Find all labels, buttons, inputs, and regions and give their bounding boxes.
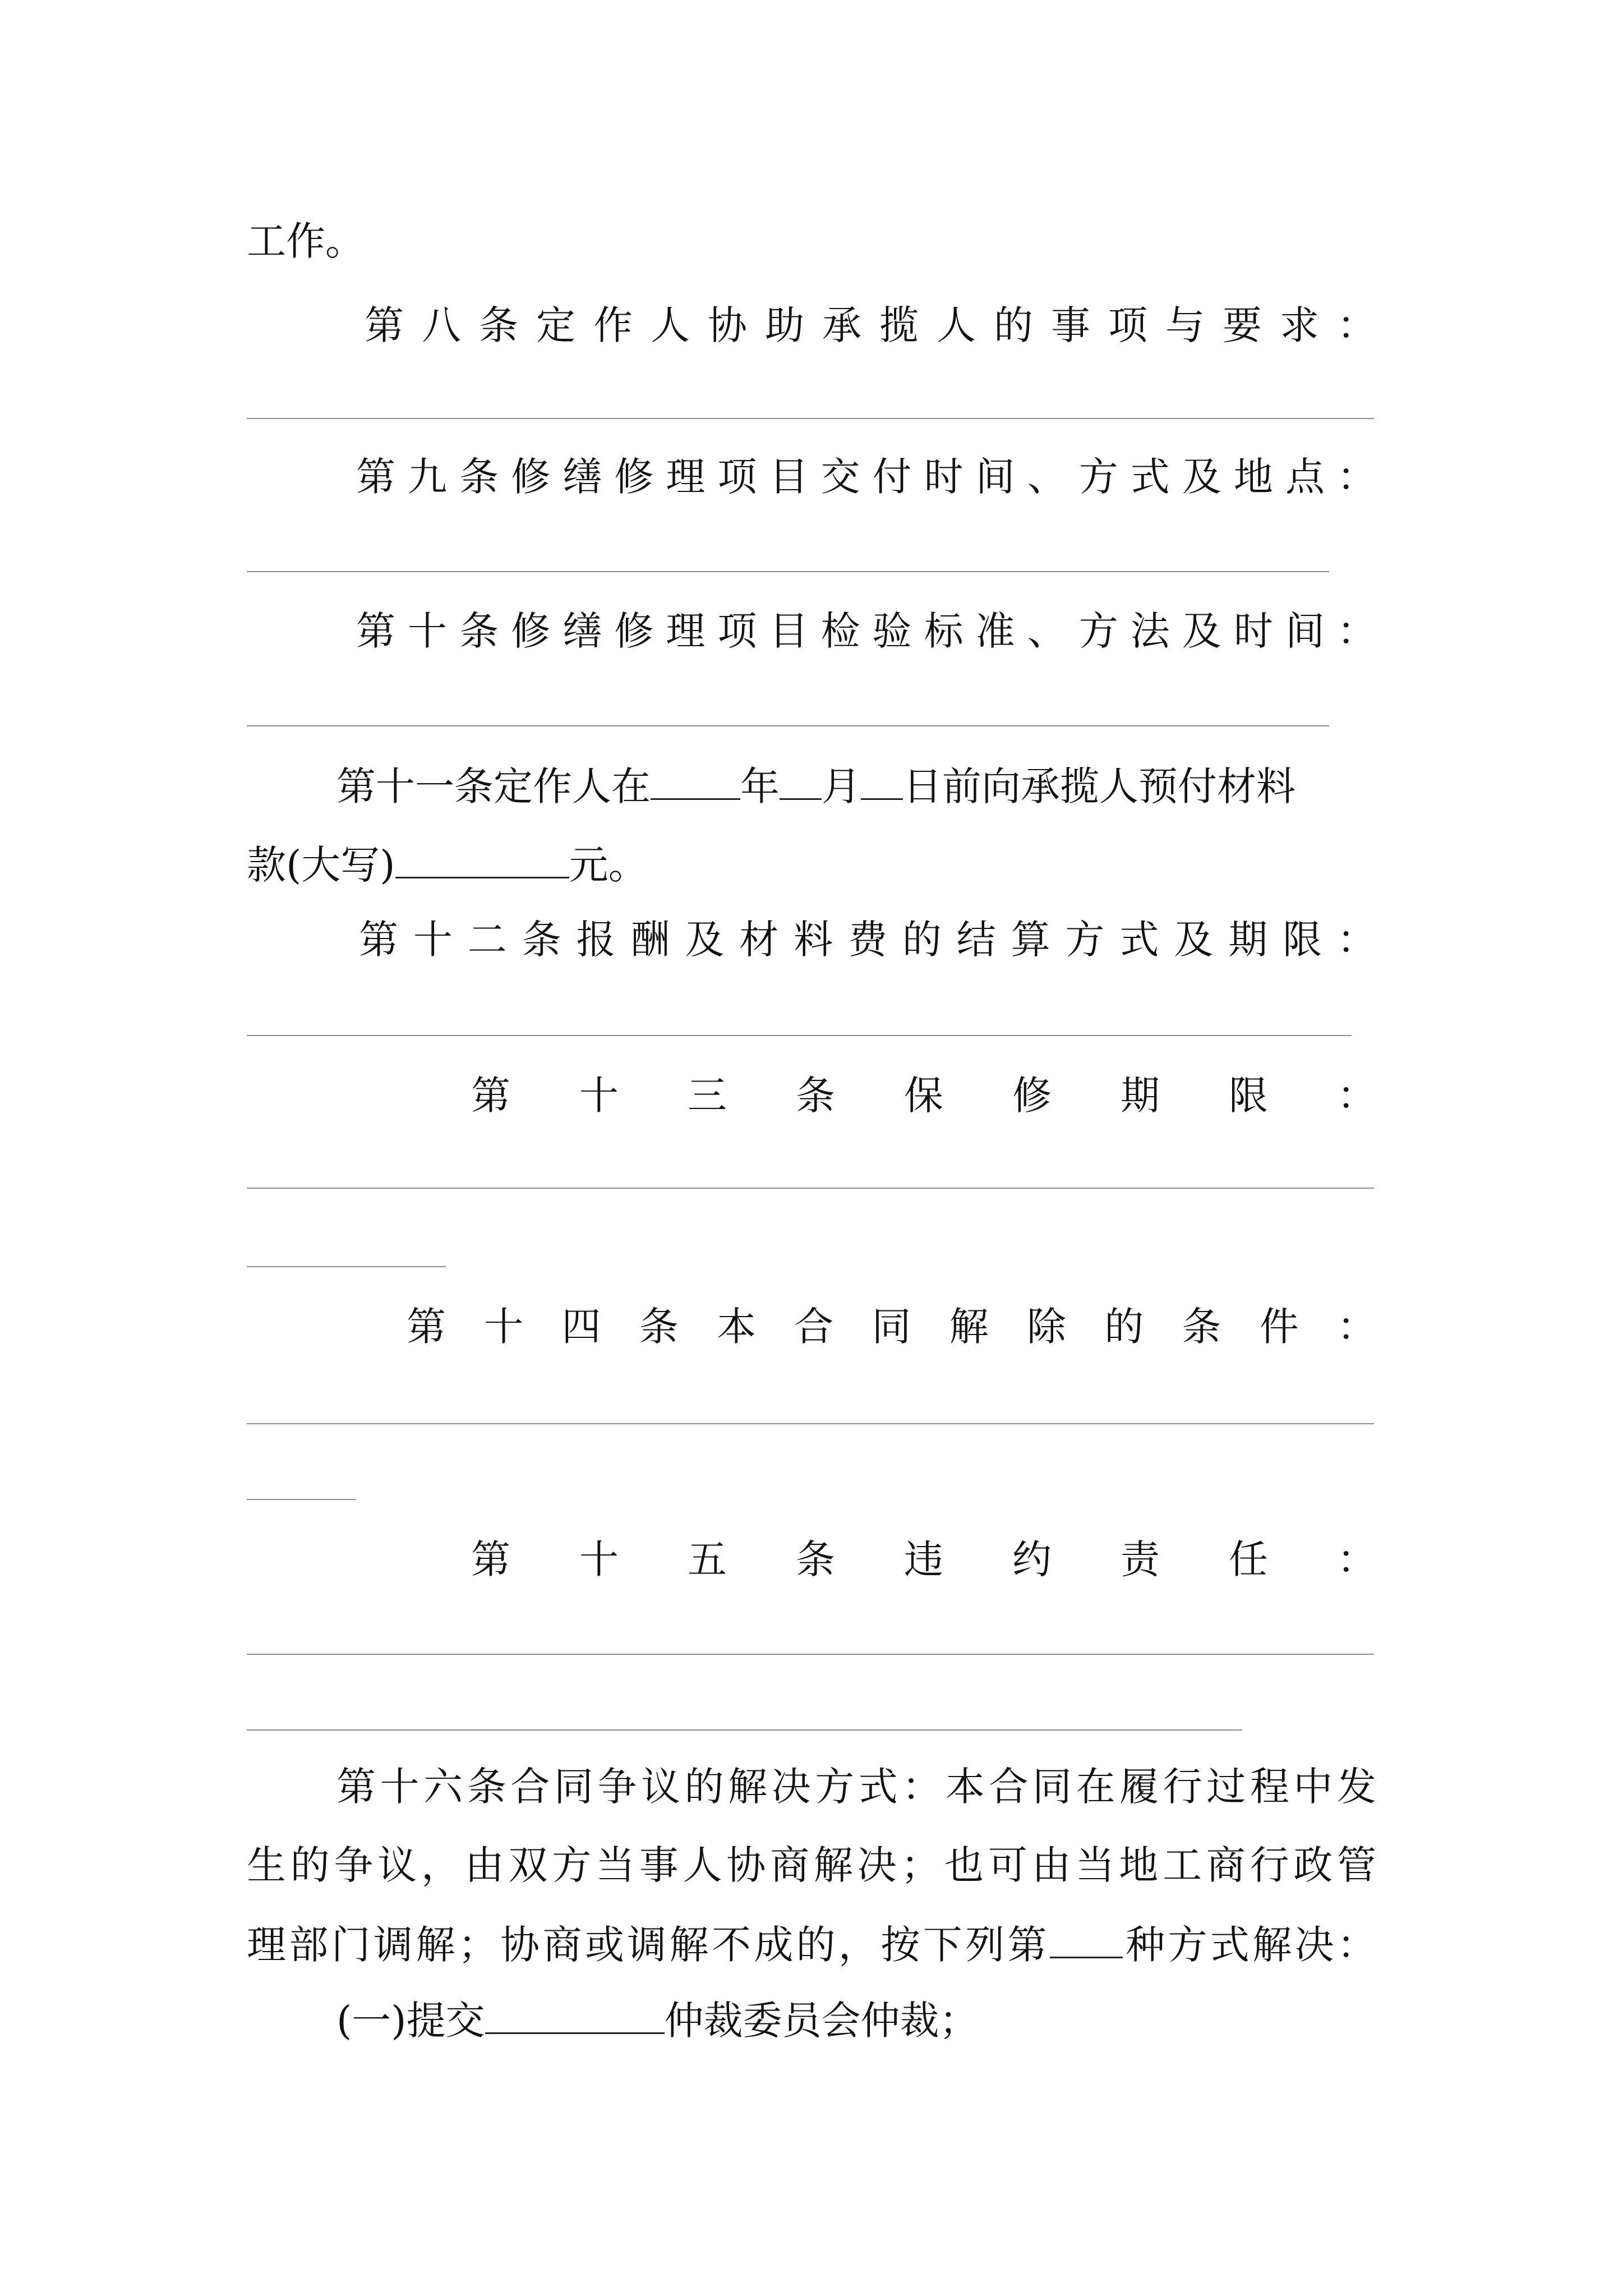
amount-blank	[395, 844, 569, 878]
fill-in-line	[247, 1654, 1374, 1655]
fill-in-line	[247, 1188, 1374, 1189]
article-10-heading: 第十条修缮修理项目检验标准、方法及时间：	[356, 608, 1376, 654]
option-1-line	[336, 1998, 979, 2044]
article-16-line-3	[247, 1922, 1377, 1968]
article-16-text: 理部门调解；协商或调解不成的，按下列第	[247, 1922, 1050, 1968]
fill-in-line	[247, 571, 1329, 572]
article-15-heading: 第十五条违约责任：	[471, 1536, 1376, 1582]
article-11-text: 第十一条定作人在	[336, 763, 651, 809]
article-11-text-cont: 日前向承揽人预付材料	[903, 763, 1295, 809]
month-label: 月	[822, 763, 861, 809]
paragraph-continuation: 工作。	[247, 218, 365, 264]
fill-in-line	[247, 1499, 356, 1500]
fill-in-line	[247, 1423, 1374, 1424]
fill-in-line	[247, 725, 1329, 726]
article-8-heading: 第八条定作人协助承揽人的事项与要求：	[365, 302, 1376, 348]
option-1-label: (一)提交	[336, 1998, 485, 2044]
article-16-text-cont: 种方式解决：	[1122, 1922, 1377, 1968]
year-blank	[651, 766, 740, 800]
arbitration-committee-blank	[485, 2000, 665, 2034]
month-blank	[780, 766, 822, 800]
article-16-line-2: 生的争议，由双方当事人协商解决；也可由当地工商行政管	[247, 1842, 1376, 1888]
amount-label: 款(大写)	[247, 842, 395, 888]
fill-in-line	[247, 418, 1374, 419]
article-11-line-1	[336, 763, 1295, 809]
year-label: 年	[740, 763, 780, 809]
method-number-blank	[1050, 1924, 1123, 1958]
fill-in-line	[247, 1035, 1352, 1036]
article-13-heading: 第十三条保修期限：	[471, 1073, 1376, 1119]
currency-unit: 元。	[569, 842, 648, 888]
fill-in-line	[247, 1266, 446, 1267]
day-blank	[861, 766, 903, 800]
article-11-line-2	[247, 842, 648, 888]
article-9-heading: 第九条修缮修理项目交付时间、方式及地点：	[356, 454, 1376, 500]
fill-in-line	[247, 1729, 1242, 1731]
article-16-line-1: 第十六条合同争议的解决方式：本合同在履行过程中发	[336, 1764, 1376, 1810]
option-1-text: 仲裁委员会仲裁；	[664, 1998, 979, 2044]
article-14-heading: 第十四条本合同解除的条件：	[407, 1304, 1376, 1350]
article-12-heading: 第十二条报酬及材料费的结算方式及期限：	[359, 917, 1376, 963]
